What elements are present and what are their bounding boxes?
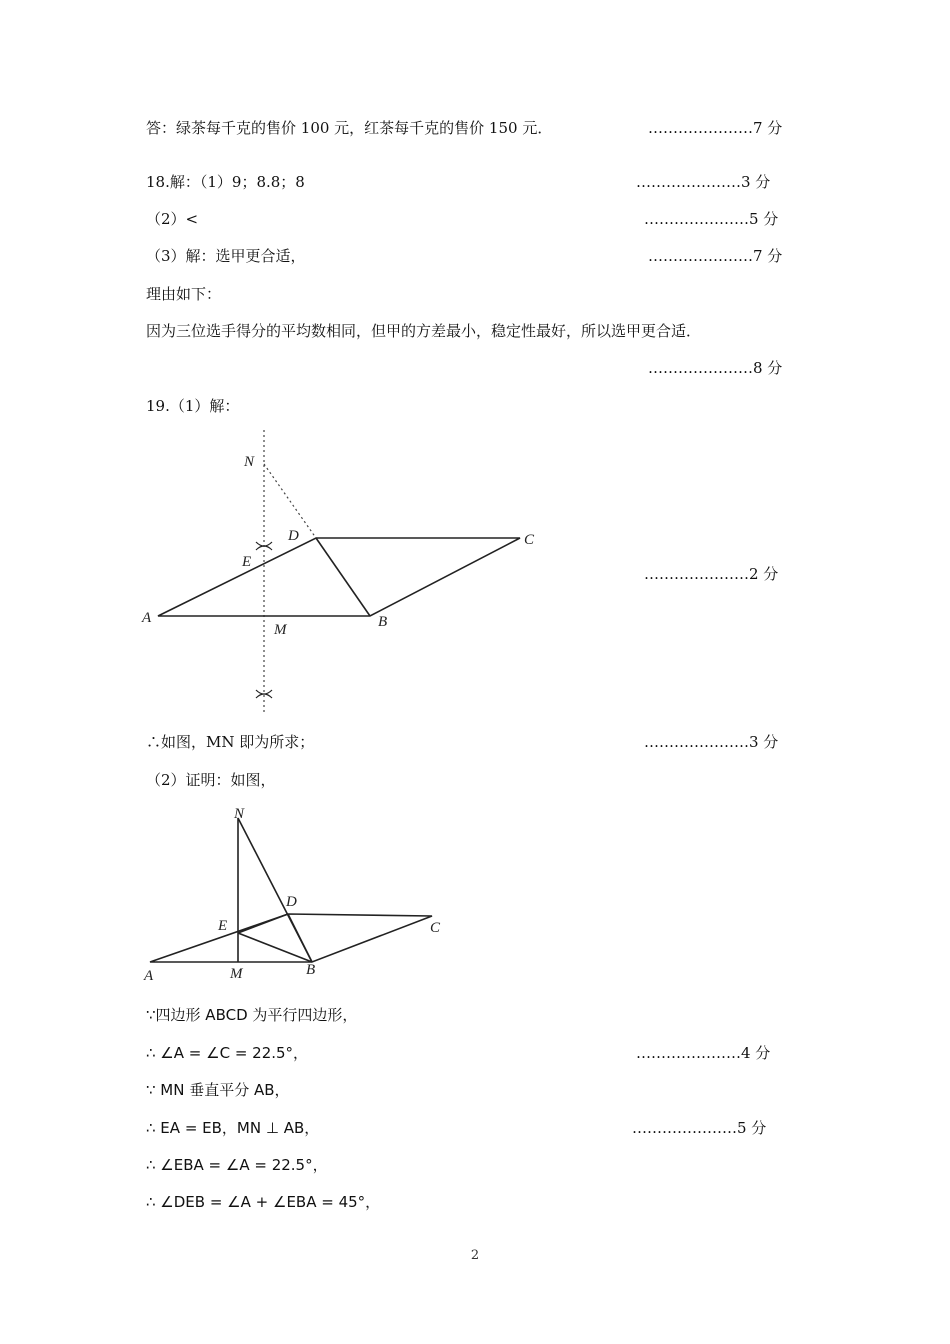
figure-2-proof bbox=[130, 800, 460, 990]
label-n: N bbox=[234, 806, 245, 822]
label-e: E bbox=[242, 554, 252, 570]
label-b: B bbox=[378, 614, 388, 630]
dotted-nd bbox=[264, 464, 316, 538]
score-8: …………………8 分 bbox=[648, 359, 783, 377]
reason-text: 因为三位选手得分的平均数相同，但甲的方差最小，稳定性最好，所以选甲更合适． bbox=[146, 322, 702, 340]
score-3b: …………………3 分 bbox=[644, 733, 779, 751]
label-d: D bbox=[288, 528, 299, 544]
score-3: …………………3 分 bbox=[636, 173, 771, 191]
label-a: A bbox=[144, 968, 154, 984]
arc-mark-top bbox=[256, 542, 272, 550]
label-e: E bbox=[218, 918, 228, 934]
score-5b: …………………5 分 bbox=[632, 1119, 767, 1137]
proof-step-1: ∵四边形 ABCD 为平行四边形， bbox=[146, 1006, 358, 1024]
score-2: …………………2 分 bbox=[644, 565, 779, 583]
figure-1-construction bbox=[130, 420, 550, 720]
proof-step-4: ∴ EA = EB，MN ⊥ AB， bbox=[146, 1119, 320, 1137]
page-number: 2 bbox=[470, 1248, 480, 1263]
parallelogram-abcd bbox=[158, 538, 520, 616]
label-m: M bbox=[230, 966, 243, 982]
score-4: …………………4 分 bbox=[636, 1044, 771, 1062]
score-7: …………………7 分 bbox=[648, 119, 783, 137]
q19-part2: （2）证明：如图， bbox=[146, 771, 276, 789]
reason-heading: 理由如下： bbox=[146, 285, 222, 303]
q19-part1: 19.（1）解： bbox=[146, 397, 240, 415]
score-5: …………………5 分 bbox=[644, 210, 779, 228]
label-c: C bbox=[430, 920, 441, 936]
segment-ed bbox=[238, 914, 288, 933]
diagonal-db bbox=[316, 538, 370, 616]
label-a: A bbox=[142, 610, 152, 626]
label-n: N bbox=[244, 454, 255, 470]
q19-conclusion: ∴如图，MN 即为所求； bbox=[146, 733, 315, 751]
label-b: B bbox=[306, 962, 316, 978]
segment-eb bbox=[238, 933, 312, 962]
answer-line: 答：绿茶每千克的售价 100 元，红茶每千克的售价 150 元． bbox=[146, 119, 553, 137]
label-d: D bbox=[286, 894, 297, 910]
proof-step-5: ∴ ∠EBA = ∠A = 22.5°， bbox=[146, 1156, 328, 1174]
q18-part3: （3）解：选甲更合适， bbox=[146, 247, 306, 265]
label-m: M bbox=[274, 622, 287, 638]
label-c: C bbox=[524, 532, 535, 548]
proof-step-2: ∴ ∠A = ∠C = 22.5°， bbox=[146, 1044, 309, 1062]
score-7b: …………………7 分 bbox=[648, 247, 783, 265]
q18-part2: （2）< bbox=[146, 210, 199, 228]
q18-part1: 18.解：（1）9；8.8；8 bbox=[146, 173, 305, 191]
proof-step-6: ∴ ∠DEB = ∠A + ∠EBA = 45°， bbox=[146, 1193, 381, 1211]
proof-step-3: ∵ MN 垂直平分 AB， bbox=[146, 1081, 290, 1099]
